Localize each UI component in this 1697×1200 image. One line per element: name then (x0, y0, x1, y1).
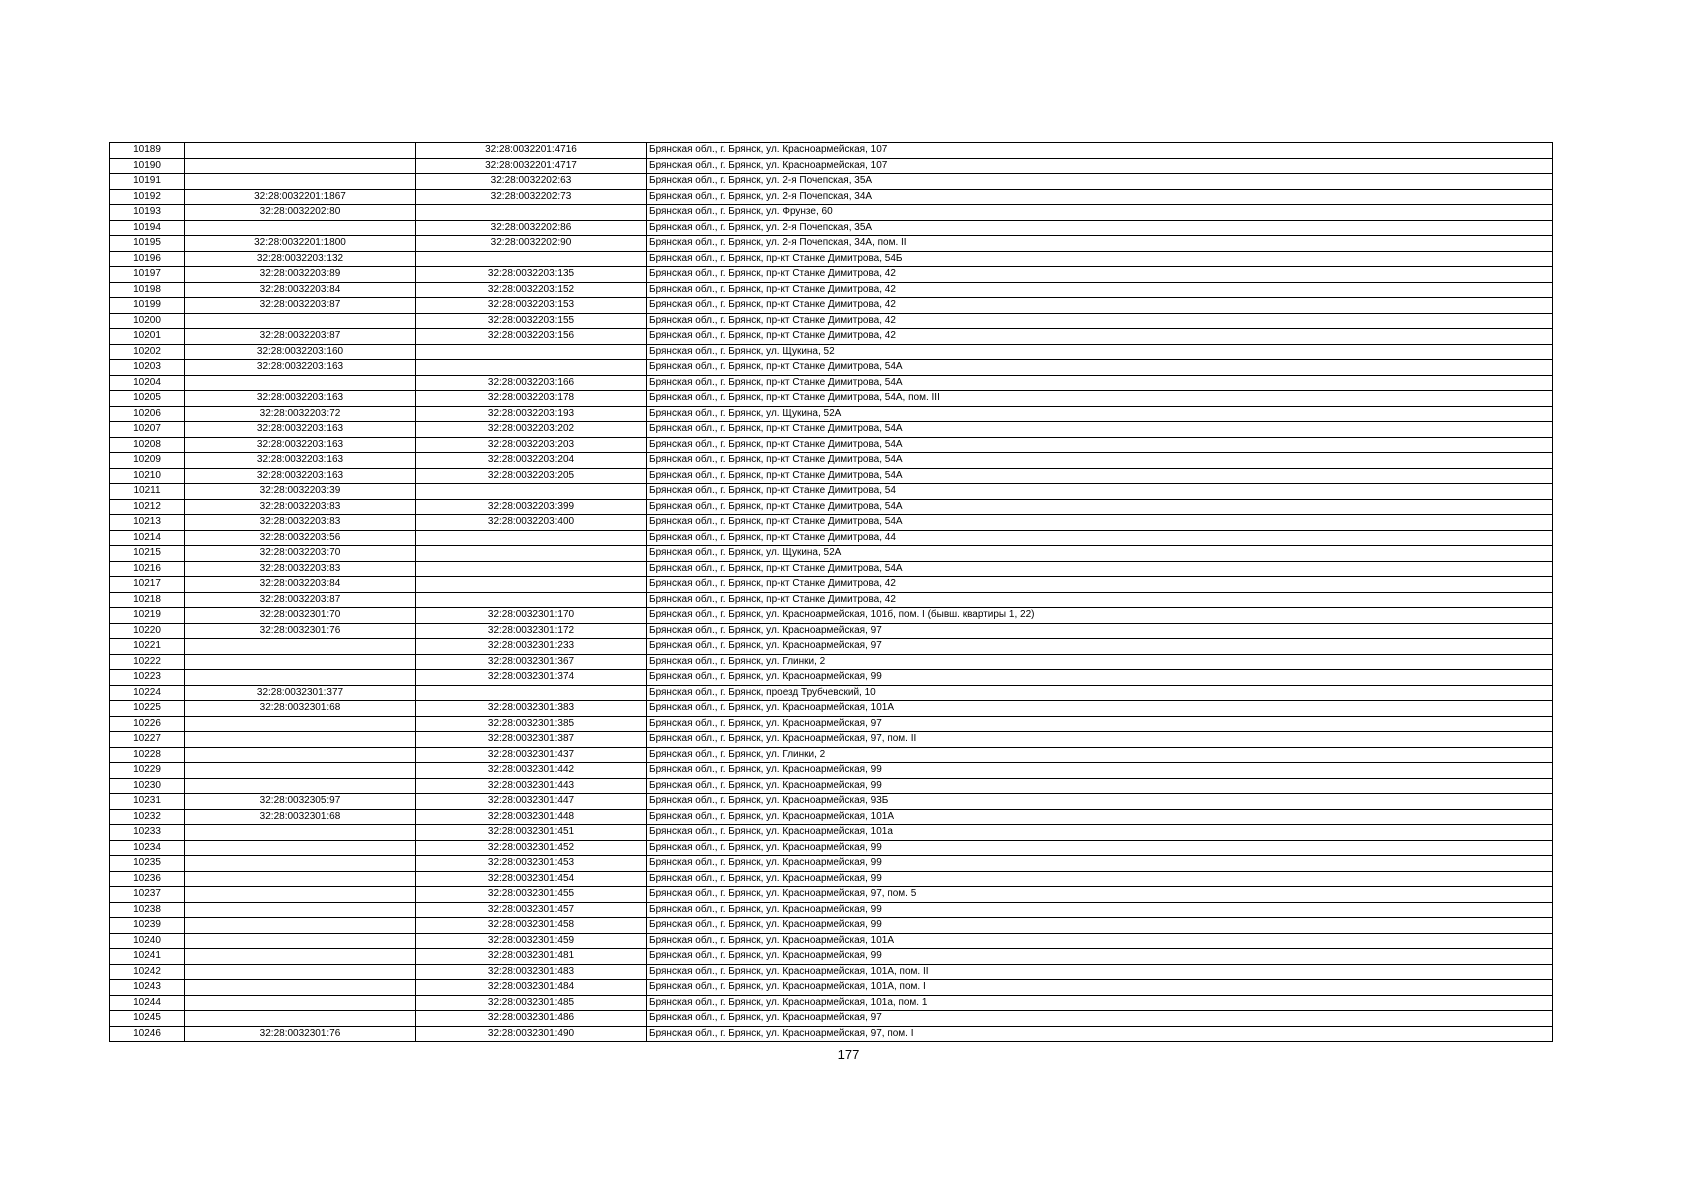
cadastral-number-1-cell (185, 980, 416, 996)
cadastral-number-1-cell: 32:28:0032203:56 (185, 530, 416, 546)
address-cell: Брянская обл., г. Брянск, ул. Щукина, 52А (647, 546, 1553, 562)
row-number-cell: 10230 (110, 778, 185, 794)
address-cell: Брянская обл., г. Брянск, ул. Красноармейская, 101А, пом. II (647, 964, 1553, 980)
cadastral-number-2-cell: 32:28:0032301:442 (416, 763, 647, 779)
row-number-cell: 10233 (110, 825, 185, 841)
address-cell: Брянская обл., г. Брянск, пр-кт Станке Димитрова, 44 (647, 530, 1553, 546)
table-row (110, 825, 1553, 841)
row-number-cell: 10193 (110, 205, 185, 221)
cadastral-number-1-cell (185, 375, 416, 391)
table-row (110, 716, 1553, 732)
cadastral-number-2-cell: 32:28:0032202:73 (416, 189, 647, 205)
cadastral-number-2-cell (416, 577, 647, 593)
address-cell: Брянская обл., г. Брянск, ул. Красноармейская, 97 (647, 639, 1553, 655)
cadastral-number-2-cell: 32:28:0032203:203 (416, 437, 647, 453)
table-row (110, 298, 1553, 314)
cadastral-number-1-cell: 32:28:0032203:163 (185, 453, 416, 469)
table-row (110, 561, 1553, 577)
address-cell: Брянская обл., г. Брянск, ул. Красноармейская, 101А (647, 809, 1553, 825)
address-cell: Брянская обл., г. Брянск, ул. Красноармейская, 99 (647, 871, 1553, 887)
address-cell: Брянская обл., г. Брянск, пр-кт Станке Димитрова, 54А (647, 499, 1553, 515)
row-number-cell: 10242 (110, 964, 185, 980)
row-number-cell: 10206 (110, 406, 185, 422)
cadastral-number-2-cell (416, 685, 647, 701)
address-cell: Брянская обл., г. Брянск, пр-кт Станке Димитрова, 42 (647, 267, 1553, 283)
cadastral-number-2-cell: 32:28:0032301:458 (416, 918, 647, 934)
table-row (110, 406, 1553, 422)
address-cell: Брянская обл., г. Брянск, ул. Красноармейская, 97 (647, 623, 1553, 639)
cadastral-number-1-cell: 32:28:0032203:87 (185, 298, 416, 314)
table-row (110, 391, 1553, 407)
row-number-cell: 10213 (110, 515, 185, 531)
row-number-cell: 10207 (110, 422, 185, 438)
table-row (110, 856, 1553, 872)
cadastral-number-2-cell: 32:28:0032203:205 (416, 468, 647, 484)
table-row (110, 1011, 1553, 1027)
row-number-cell: 10200 (110, 313, 185, 329)
cadastral-number-1-cell: 32:28:0032201:1867 (185, 189, 416, 205)
row-number-cell: 10218 (110, 592, 185, 608)
cadastral-number-2-cell: 32:28:0032203:202 (416, 422, 647, 438)
cadastral-number-2-cell: 32:28:0032203:399 (416, 499, 647, 515)
row-number-cell: 10221 (110, 639, 185, 655)
address-cell: Брянская обл., г. Брянск, пр-кт Станке Димитрова, 42 (647, 298, 1553, 314)
cadastral-number-2-cell: 32:28:0032203:156 (416, 329, 647, 345)
cadastral-number-2-cell: 32:28:0032201:4716 (416, 143, 647, 159)
address-cell: Брянская обл., г. Брянск, ул. 2-я Почепская, 34А (647, 189, 1553, 205)
cadastral-number-1-cell: 32:28:0032203:83 (185, 515, 416, 531)
row-number-cell: 10245 (110, 1011, 185, 1027)
address-cell: Брянская обл., г. Брянск, ул. Красноармейская, 101а, пом. 1 (647, 995, 1553, 1011)
address-cell: Брянская обл., г. Брянск, ул. Красноармейская, 99 (647, 778, 1553, 794)
row-number-cell: 10235 (110, 856, 185, 872)
cadastral-number-2-cell: 32:28:0032301:485 (416, 995, 647, 1011)
cadastral-number-2-cell: 32:28:0032203:204 (416, 453, 647, 469)
cadastral-number-1-cell: 32:28:0032203:163 (185, 468, 416, 484)
address-cell: Брянская обл., г. Брянск, пр-кт Станке Димитрова, 54А (647, 360, 1553, 376)
row-number-cell: 10222 (110, 654, 185, 670)
table-row (110, 685, 1553, 701)
cadastral-number-2-cell: 32:28:0032301:374 (416, 670, 647, 686)
row-number-cell: 10217 (110, 577, 185, 593)
row-number-cell: 10236 (110, 871, 185, 887)
row-number-cell: 10204 (110, 375, 185, 391)
row-number-cell: 10238 (110, 902, 185, 918)
row-number-cell: 10231 (110, 794, 185, 810)
address-cell: Брянская обл., г. Брянск, пр-кт Станке Димитрова, 54Б (647, 251, 1553, 267)
address-cell: Брянская обл., г. Брянск, ул. Красноармейская, 99 (647, 902, 1553, 918)
cadastral-number-2-cell: 32:28:0032203:166 (416, 375, 647, 391)
table-row (110, 468, 1553, 484)
cadastral-number-1-cell (185, 964, 416, 980)
cadastral-number-2-cell (416, 484, 647, 500)
cadastral-number-2-cell (416, 251, 647, 267)
address-cell: Брянская обл., г. Брянск, ул. Щукина, 52А (647, 406, 1553, 422)
row-number-cell: 10202 (110, 344, 185, 360)
table-row (110, 949, 1553, 965)
row-number-cell: 10210 (110, 468, 185, 484)
cadastral-number-1-cell: 32:28:0032203:70 (185, 546, 416, 562)
row-number-cell: 10225 (110, 701, 185, 717)
cadastral-number-1-cell (185, 654, 416, 670)
table-row (110, 282, 1553, 298)
cadastral-number-2-cell (416, 546, 647, 562)
table-row (110, 980, 1553, 996)
cadastral-number-2-cell: 32:28:0032301:451 (416, 825, 647, 841)
table-row (110, 453, 1553, 469)
cadastral-number-1-cell (185, 871, 416, 887)
row-number-cell: 10208 (110, 437, 185, 453)
table-row (110, 747, 1553, 763)
cadastral-number-2-cell: 32:28:0032203:178 (416, 391, 647, 407)
cadastral-number-2-cell: 32:28:0032301:448 (416, 809, 647, 825)
table-row (110, 918, 1553, 934)
row-number-cell: 10205 (110, 391, 185, 407)
address-cell: Брянская обл., г. Брянск, пр-кт Станке Димитрова, 42 (647, 313, 1553, 329)
cadastral-number-2-cell: 32:28:0032202:63 (416, 174, 647, 190)
address-cell: Брянская обл., г. Брянск, ул. Красноармейская, 97 (647, 1011, 1553, 1027)
address-cell: Брянская обл., г. Брянск, ул. Красноармейская, 101б, пом. I (бывш. квартиры 1, 22) (647, 608, 1553, 624)
cadastral-number-1-cell (185, 143, 416, 159)
cadastral-number-2-cell: 32:28:0032301:490 (416, 1026, 647, 1042)
table-row (110, 158, 1553, 174)
row-number-cell: 10191 (110, 174, 185, 190)
cadastral-number-1-cell: 32:28:0032301:68 (185, 701, 416, 717)
cadastral-number-2-cell: 32:28:0032201:4717 (416, 158, 647, 174)
address-cell: Брянская обл., г. Брянск, ул. Красноармейская, 99 (647, 918, 1553, 934)
row-number-cell: 10203 (110, 360, 185, 376)
cadastral-number-1-cell (185, 220, 416, 236)
cadastral-number-2-cell: 32:28:0032203:193 (416, 406, 647, 422)
row-number-cell: 10219 (110, 608, 185, 624)
cadastral-number-1-cell: 32:28:0032203:160 (185, 344, 416, 360)
row-number-cell: 10223 (110, 670, 185, 686)
row-number-cell: 10237 (110, 887, 185, 903)
cadastral-number-1-cell (185, 639, 416, 655)
address-cell: Брянская обл., г. Брянск, ул. Красноармейская, 101А (647, 701, 1553, 717)
table-row (110, 251, 1553, 267)
table-row (110, 360, 1553, 376)
cadastral-number-1-cell (185, 840, 416, 856)
address-cell: Брянская обл., г. Брянск, пр-кт Станке Димитрова, 42 (647, 329, 1553, 345)
row-number-cell: 10189 (110, 143, 185, 159)
cadastral-number-1-cell: 32:28:0032203:163 (185, 391, 416, 407)
table-row (110, 654, 1553, 670)
address-cell: Брянская обл., г. Брянск, ул. Красноармейская, 101А (647, 933, 1553, 949)
row-number-cell: 10192 (110, 189, 185, 205)
cadastral-number-1-cell (185, 1011, 416, 1027)
table-row (110, 933, 1553, 949)
address-cell: Брянская обл., г. Брянск, пр-кт Станке Димитрова, 54А (647, 437, 1553, 453)
table-row (110, 670, 1553, 686)
cadastral-number-1-cell (185, 313, 416, 329)
cadastral-number-2-cell: 32:28:0032301:385 (416, 716, 647, 732)
cadastral-number-1-cell: 32:28:0032203:84 (185, 577, 416, 593)
cadastral-number-2-cell: 32:28:0032203:155 (416, 313, 647, 329)
address-cell: Брянская обл., г. Брянск, ул. Красноармейская, 107 (647, 158, 1553, 174)
table-row (110, 732, 1553, 748)
cadastral-number-2-cell (416, 530, 647, 546)
cadastral-number-1-cell: 32:28:0032203:89 (185, 267, 416, 283)
cadastral-number-2-cell (416, 561, 647, 577)
row-number-cell: 10239 (110, 918, 185, 934)
address-cell: Брянская обл., г. Брянск, ул. Красноармейская, 97, пом. 5 (647, 887, 1553, 903)
row-number-cell: 10215 (110, 546, 185, 562)
cadastral-number-2-cell: 32:28:0032301:383 (416, 701, 647, 717)
address-cell: Брянская обл., г. Брянск, пр-кт Станке Димитрова, 54А (647, 468, 1553, 484)
cadastral-number-2-cell: 32:28:0032301:486 (416, 1011, 647, 1027)
cadastral-number-1-cell (185, 918, 416, 934)
cadastral-number-2-cell: 32:28:0032203:135 (416, 267, 647, 283)
cadastral-number-1-cell: 32:28:0032202:80 (185, 205, 416, 221)
table-row (110, 313, 1553, 329)
row-number-cell: 10196 (110, 251, 185, 267)
table-row (110, 840, 1553, 856)
cadastral-number-2-cell (416, 360, 647, 376)
row-number-cell: 10234 (110, 840, 185, 856)
row-number-cell: 10226 (110, 716, 185, 732)
cadastral-number-2-cell: 32:28:0032301:455 (416, 887, 647, 903)
address-cell: Брянская обл., г. Брянск, пр-кт Станке Димитрова, 54А (647, 375, 1553, 391)
cadastral-number-2-cell: 32:28:0032301:452 (416, 840, 647, 856)
table-row (110, 763, 1553, 779)
row-number-cell: 10201 (110, 329, 185, 345)
table-row (110, 530, 1553, 546)
cadastral-number-2-cell: 32:28:0032301:483 (416, 964, 647, 980)
address-cell: Брянская обл., г. Брянск, ул. 2-я Почепская, 35А (647, 220, 1553, 236)
cadastral-number-1-cell (185, 995, 416, 1011)
table-row (110, 546, 1553, 562)
address-cell: Брянская обл., г. Брянск, ул. Глинки, 2 (647, 747, 1553, 763)
cadastral-number-2-cell: 32:28:0032301:170 (416, 608, 647, 624)
address-cell: Брянская обл., г. Брянск, ул. Красноармейская, 97, пом. I (647, 1026, 1553, 1042)
cadastral-number-1-cell: 32:28:0032203:39 (185, 484, 416, 500)
cadastral-number-2-cell: 32:28:0032301:481 (416, 949, 647, 965)
cadastral-number-1-cell (185, 158, 416, 174)
cadastral-number-1-cell: 32:28:0032201:1800 (185, 236, 416, 252)
cadastral-number-1-cell (185, 825, 416, 841)
address-cell: Брянская обл., г. Брянск, пр-кт Станке Димитрова, 54А (647, 422, 1553, 438)
cadastral-number-1-cell: 32:28:0032203:83 (185, 499, 416, 515)
address-cell: Брянская обл., г. Брянск, ул. Фрунзе, 60 (647, 205, 1553, 221)
table-row (110, 794, 1553, 810)
row-number-cell: 10190 (110, 158, 185, 174)
address-cell: Брянская обл., г. Брянск, пр-кт Станке Димитрова, 54А (647, 561, 1553, 577)
table-row (110, 871, 1553, 887)
cadastral-number-2-cell: 32:28:0032203:400 (416, 515, 647, 531)
cadastral-number-2-cell: 32:28:0032301:453 (416, 856, 647, 872)
address-cell: Брянская обл., г. Брянск, пр-кт Станке Димитрова, 54 (647, 484, 1553, 500)
table-row (110, 437, 1553, 453)
cadastral-number-2-cell: 32:28:0032202:86 (416, 220, 647, 236)
cadastral-number-1-cell (185, 902, 416, 918)
cadastral-number-1-cell: 32:28:0032203:87 (185, 329, 416, 345)
table-row (110, 623, 1553, 639)
row-number-cell: 10194 (110, 220, 185, 236)
table-row (110, 236, 1553, 252)
table-row (110, 778, 1553, 794)
cadastral-number-2-cell: 32:28:0032301:387 (416, 732, 647, 748)
cadastral-number-1-cell: 32:28:0032305:97 (185, 794, 416, 810)
table-row (110, 902, 1553, 918)
cadastral-number-1-cell (185, 174, 416, 190)
row-number-cell: 10232 (110, 809, 185, 825)
table-row (110, 205, 1553, 221)
row-number-cell: 10241 (110, 949, 185, 965)
address-cell: Брянская обл., г. Брянск, ул. Красноармейская, 101А, пом. I (647, 980, 1553, 996)
table-row (110, 344, 1553, 360)
cadastral-number-1-cell (185, 732, 416, 748)
table-row (110, 174, 1553, 190)
table-body (110, 143, 1553, 1042)
table-row (110, 375, 1553, 391)
row-number-cell: 10216 (110, 561, 185, 577)
address-cell: Брянская обл., г. Брянск, ул. Красноармейская, 101а (647, 825, 1553, 841)
row-number-cell: 10197 (110, 267, 185, 283)
row-number-cell: 10227 (110, 732, 185, 748)
table-row (110, 964, 1553, 980)
address-cell: Брянская обл., г. Брянск, проезд Трубчевский, 10 (647, 685, 1553, 701)
table-row (110, 639, 1553, 655)
row-number-cell: 10244 (110, 995, 185, 1011)
table-row (110, 608, 1553, 624)
row-number-cell: 10209 (110, 453, 185, 469)
row-number-cell: 10240 (110, 933, 185, 949)
cadastral-number-1-cell: 32:28:0032203:83 (185, 561, 416, 577)
cadastral-number-1-cell: 32:28:0032203:72 (185, 406, 416, 422)
address-cell: Брянская обл., г. Брянск, ул. Красноармейская, 93Б (647, 794, 1553, 810)
cadastral-number-2-cell: 32:28:0032301:443 (416, 778, 647, 794)
table-row (110, 1026, 1553, 1042)
table-row (110, 484, 1553, 500)
cadastral-number-1-cell: 32:28:0032203:84 (185, 282, 416, 298)
row-number-cell: 10246 (110, 1026, 185, 1042)
address-cell: Брянская обл., г. Брянск, ул. Красноармейская, 99 (647, 670, 1553, 686)
table-row (110, 143, 1553, 159)
cadastral-number-1-cell: 32:28:0032301:377 (185, 685, 416, 701)
cadastral-number-2-cell: 32:28:0032301:484 (416, 980, 647, 996)
address-cell: Брянская обл., г. Брянск, ул. Красноармейская, 99 (647, 763, 1553, 779)
table-row (110, 995, 1553, 1011)
table-row (110, 422, 1553, 438)
cadastral-number-1-cell: 32:28:0032203:132 (185, 251, 416, 267)
cadastral-number-1-cell (185, 747, 416, 763)
cadastral-number-1-cell (185, 887, 416, 903)
cadastral-number-2-cell (416, 205, 647, 221)
page-number: 177 (837, 1047, 860, 1062)
address-cell: Брянская обл., г. Брянск, ул. Красноармейская, 97, пом. II (647, 732, 1553, 748)
address-cell: Брянская обл., г. Брянск, ул. 2-я Почепская, 35А (647, 174, 1553, 190)
address-cell: Брянская обл., г. Брянск, ул. Красноармейская, 99 (647, 856, 1553, 872)
cadastral-number-2-cell: 32:28:0032202:90 (416, 236, 647, 252)
address-cell: Брянская обл., г. Брянск, пр-кт Станке Димитрова, 42 (647, 577, 1553, 593)
row-number-cell: 10224 (110, 685, 185, 701)
cadastral-number-2-cell: 32:28:0032301:367 (416, 654, 647, 670)
cadastral-number-1-cell: 32:28:0032301:70 (185, 608, 416, 624)
cadastral-number-1-cell: 32:28:0032203:87 (185, 592, 416, 608)
cadastral-number-1-cell (185, 763, 416, 779)
row-number-cell: 10199 (110, 298, 185, 314)
row-number-cell: 10243 (110, 980, 185, 996)
cadastral-number-2-cell (416, 592, 647, 608)
table-row (110, 887, 1553, 903)
cadastral-number-2-cell: 32:28:0032301:454 (416, 871, 647, 887)
address-cell: Брянская обл., г. Брянск, ул. 2-я Почепская, 34А, пом. II (647, 236, 1553, 252)
cadastral-number-1-cell: 32:28:0032301:76 (185, 1026, 416, 1042)
address-cell: Брянская обл., г. Брянск, пр-кт Станке Димитрова, 42 (647, 282, 1553, 298)
table-row (110, 701, 1553, 717)
address-cell: Брянская обл., г. Брянск, ул. Красноармейская, 99 (647, 949, 1553, 965)
table-row (110, 577, 1553, 593)
cadastral-number-2-cell: 32:28:0032301:172 (416, 623, 647, 639)
address-cell: Брянская обл., г. Брянск, ул. Красноармейская, 99 (647, 840, 1553, 856)
row-number-cell: 10198 (110, 282, 185, 298)
cadastral-number-1-cell: 32:28:0032203:163 (185, 437, 416, 453)
cadastral-number-2-cell: 32:28:0032301:459 (416, 933, 647, 949)
row-number-cell: 10228 (110, 747, 185, 763)
row-number-cell: 10220 (110, 623, 185, 639)
table-row (110, 592, 1553, 608)
table-row (110, 267, 1553, 283)
table-row (110, 515, 1553, 531)
cadastral-number-2-cell: 32:28:0032301:437 (416, 747, 647, 763)
address-cell: Брянская обл., г. Брянск, пр-кт Станке Димитрова, 54А (647, 515, 1553, 531)
row-number-cell: 10229 (110, 763, 185, 779)
address-cell: Брянская обл., г. Брянск, ул. Красноармейская, 107 (647, 143, 1553, 159)
cadastral-number-1-cell (185, 778, 416, 794)
row-number-cell: 10214 (110, 530, 185, 546)
cadastral-table (109, 142, 1553, 1042)
cadastral-number-1-cell: 32:28:0032301:76 (185, 623, 416, 639)
table-row (110, 499, 1553, 515)
cadastral-number-2-cell: 32:28:0032301:233 (416, 639, 647, 655)
address-cell: Брянская обл., г. Брянск, пр-кт Станке Димитрова, 54А, пом. III (647, 391, 1553, 407)
row-number-cell: 10211 (110, 484, 185, 500)
table-row (110, 220, 1553, 236)
table-row (110, 189, 1553, 205)
cadastral-number-1-cell: 32:28:0032203:163 (185, 422, 416, 438)
cadastral-number-2-cell: 32:28:0032301:457 (416, 902, 647, 918)
cadastral-number-1-cell (185, 856, 416, 872)
cadastral-number-2-cell: 32:28:0032203:152 (416, 282, 647, 298)
cadastral-number-2-cell: 32:28:0032301:447 (416, 794, 647, 810)
cadastral-number-1-cell (185, 716, 416, 732)
address-cell: Брянская обл., г. Брянск, ул. Красноармейская, 97 (647, 716, 1553, 732)
address-cell: Брянская обл., г. Брянск, пр-кт Станке Димитрова, 54А (647, 453, 1553, 469)
cadastral-number-1-cell (185, 949, 416, 965)
cadastral-number-1-cell (185, 670, 416, 686)
cadastral-number-2-cell: 32:28:0032203:153 (416, 298, 647, 314)
table-row (110, 809, 1553, 825)
cadastral-number-1-cell: 32:28:0032203:163 (185, 360, 416, 376)
address-cell: Брянская обл., г. Брянск, ул. Щукина, 52 (647, 344, 1553, 360)
row-number-cell: 10212 (110, 499, 185, 515)
row-number-cell: 10195 (110, 236, 185, 252)
cadastral-number-2-cell (416, 344, 647, 360)
address-cell: Брянская обл., г. Брянск, пр-кт Станке Димитрова, 42 (647, 592, 1553, 608)
cadastral-number-1-cell (185, 933, 416, 949)
table-row (110, 329, 1553, 345)
address-cell: Брянская обл., г. Брянск, ул. Глинки, 2 (647, 654, 1553, 670)
cadastral-number-1-cell: 32:28:0032301:68 (185, 809, 416, 825)
